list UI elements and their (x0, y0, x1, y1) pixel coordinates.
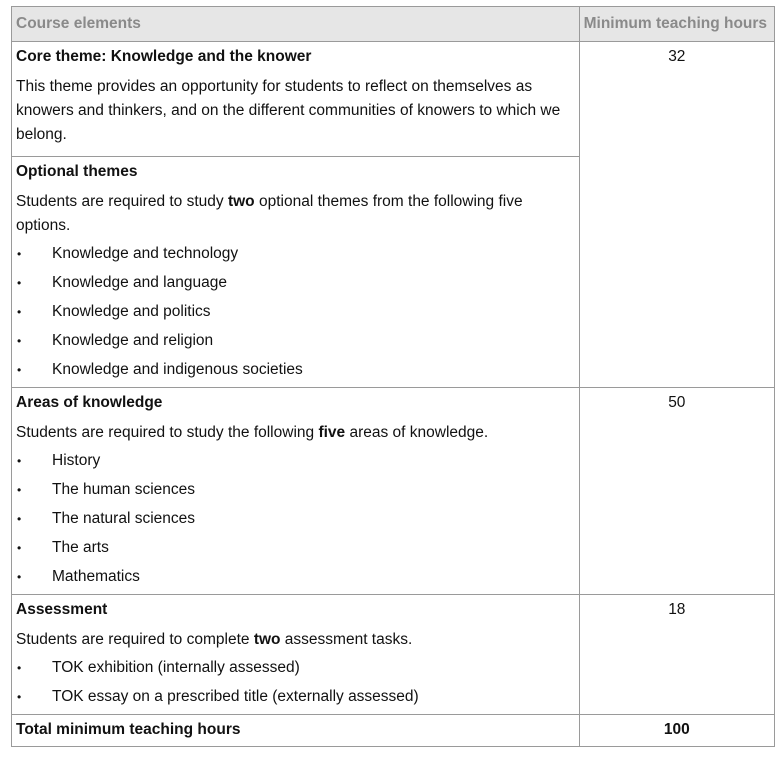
total-label: Total minimum teaching hours (16, 721, 241, 738)
core-hours-cell (579, 42, 774, 388)
optional-themes-title: Optional themes (16, 163, 138, 180)
assessment-hours-cell (579, 595, 774, 715)
list-item: • Mathematics (17, 568, 140, 585)
areas-cell (12, 388, 580, 595)
list-item: • Knowledge and indigenous societies (17, 361, 303, 378)
total-row (12, 715, 775, 747)
areas-title: Areas of knowledge (16, 394, 163, 411)
areas-hours-cell (579, 388, 774, 595)
areas-row (12, 388, 775, 595)
header-row (12, 7, 775, 42)
list-item: • Knowledge and religion (17, 332, 214, 349)
list-item: • Knowledge and politics (17, 303, 211, 320)
total-label-cell (12, 715, 580, 747)
list-item: • Knowledge and language (17, 274, 227, 291)
list-item: • TOK essay on a prescribed title (externally assessed) (17, 688, 419, 705)
list-item: • TOK exhibition (internally assessed) (17, 659, 300, 676)
header-course-elements: Course elements (12, 7, 580, 42)
list-item: • History (17, 452, 101, 469)
core-theme-row (12, 42, 775, 157)
optional-themes-cell (12, 157, 580, 388)
areas-hours: 50 (668, 394, 686, 411)
list-item: • The natural sciences (17, 510, 196, 527)
list-item: • Knowledge and technology (17, 245, 239, 262)
assessment-row (12, 595, 775, 715)
total-hours-cell (579, 715, 774, 747)
assessment-hours: 18 (668, 601, 686, 618)
optional-themes-text: Students are required to study two optional themes from the following five options. (16, 193, 523, 234)
list-item: • The human sciences (17, 481, 196, 498)
assessment-text: Students are required to complete two assessment tasks. (16, 631, 413, 648)
course-table (11, 6, 775, 747)
core-theme-cell (12, 42, 580, 157)
assessment-cell (12, 595, 580, 715)
header-minimum-hours: Minimum teaching hours (579, 7, 774, 42)
core-theme-text: This theme provides an opportunity for students to reflect on themselves as knowers and thinkers, and on the different communities of knowers to which we belong. (16, 78, 561, 143)
total-hours: 100 (663, 721, 690, 738)
assessment-title: Assessment (16, 601, 108, 618)
list-item: • The arts (17, 539, 109, 556)
core-hours: 32 (668, 48, 686, 65)
areas-text: Students are required to study the following five areas of knowledge. (16, 424, 489, 441)
core-theme-title: Core theme: Knowledge and the knower (16, 48, 312, 65)
